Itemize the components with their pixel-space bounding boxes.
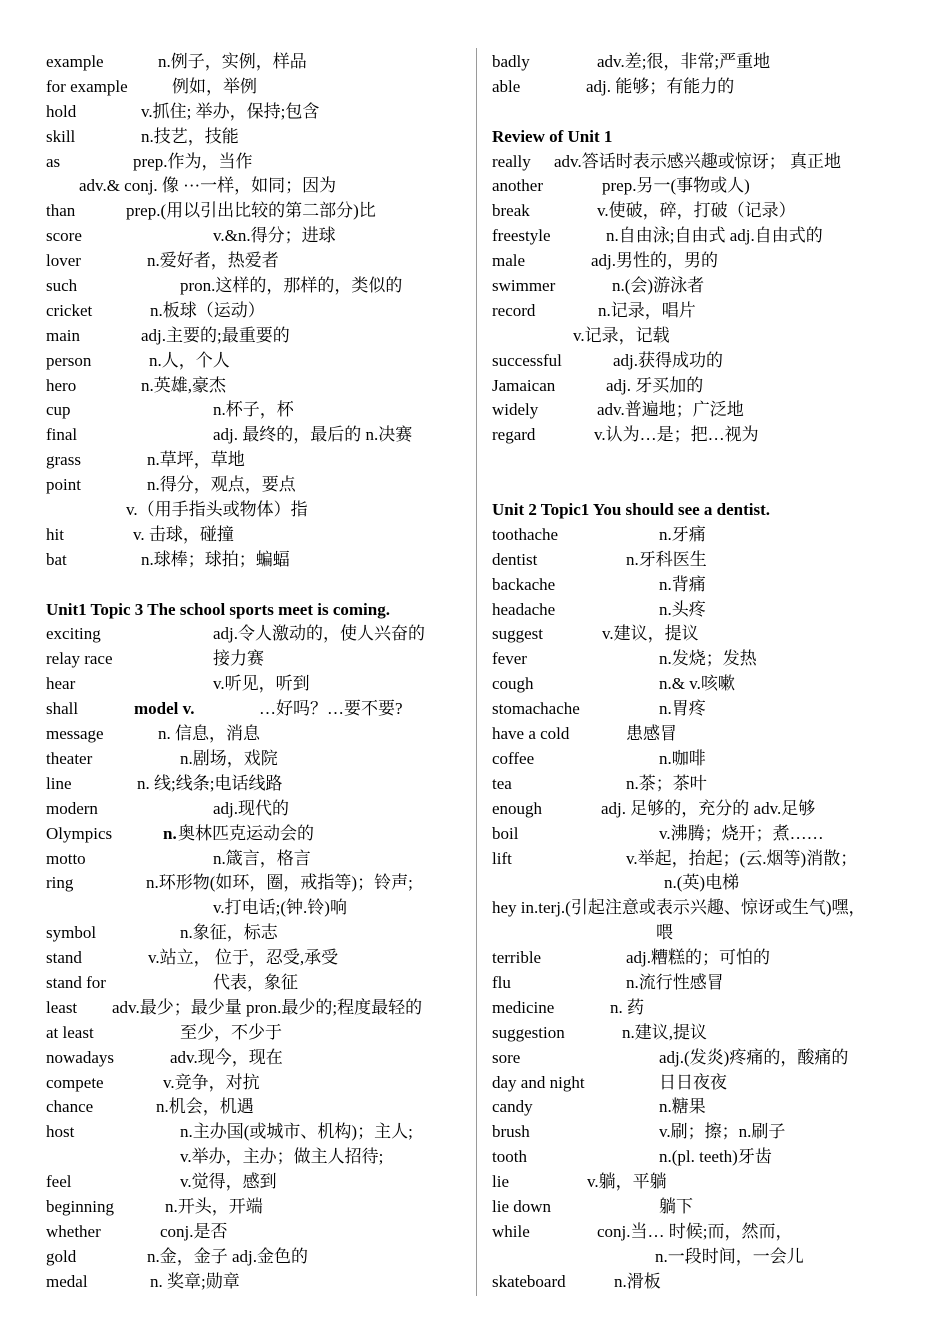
vocab-word: male: [492, 251, 526, 271]
vocab-entry: [492, 199, 932, 224]
vocab-entry: [46, 847, 466, 872]
vocab-entry: [492, 100, 932, 125]
vocab-word: hold: [46, 101, 77, 121]
vocab-entry: [46, 1071, 466, 1096]
vocab-word: stand: [46, 948, 82, 968]
vocab-definition: n. 奖章;勋章: [150, 1271, 240, 1291]
vocab-definition: n.头疼: [659, 599, 706, 619]
vocab-entry: [492, 299, 932, 324]
vocab-definition: n.草坪，草地: [147, 450, 245, 470]
vocab-entry: [492, 822, 932, 847]
vocab-entry: [46, 996, 466, 1021]
vocab-definition: v.刷；擦；n.刷子: [659, 1122, 786, 1142]
vocab-word: tea: [492, 773, 512, 793]
vocab-word: sore: [492, 1047, 521, 1067]
vocab-definition: n. 药: [610, 997, 644, 1017]
vocab-word: skateboard: [492, 1271, 566, 1291]
vocab-definition: 患感冒: [626, 724, 677, 744]
vocab-word: coffee: [492, 748, 535, 768]
vocab-entry: [492, 448, 932, 473]
vocab-definition: …好吗？…要不要?: [259, 699, 403, 719]
vocab-entry: [492, 921, 932, 946]
vocab-word: Olympics: [46, 823, 113, 843]
vocab-definition: v.举办，主办；做主人招待;: [180, 1147, 384, 1167]
vocab-word: able: [492, 76, 521, 96]
vocab-definition: n.糖果: [659, 1097, 706, 1117]
vocab-word: cough: [492, 674, 534, 694]
vocab-word: hey in.terj.(引起注意或表示兴趣、惊讶或生气)嘿，: [492, 898, 866, 918]
vocab-entry: [492, 672, 932, 697]
vocab-definition: adj.获得成功的: [613, 350, 724, 370]
vocab-definition: adj.现代的: [213, 798, 290, 818]
vocab-word: dentist: [492, 549, 538, 569]
vocab-entry: [492, 50, 932, 75]
vocab-definition: adj.令人激动的，使人兴奋的: [213, 624, 426, 644]
vocab-word: suggestion: [492, 1022, 565, 1042]
vocab-definition: n.发烧；发热: [659, 649, 757, 669]
vocab-definition: n.咖啡: [659, 748, 706, 768]
vocab-word: example: [46, 52, 104, 71]
vocab-entry: [46, 822, 466, 847]
vocab-entry: [492, 174, 932, 199]
vocab-entry: [492, 75, 932, 100]
vocab-definition: n.& v.咳嗽: [659, 674, 735, 694]
vocab-entry: [46, 896, 466, 921]
vocab-entry: [492, 523, 932, 548]
vocab-entry: [492, 224, 932, 249]
vocab-word: boil: [492, 823, 519, 843]
vocab-definition: adj. 能够；有能力的: [586, 76, 735, 96]
vocab-definition: n.球棒；球拍；蝙蝠: [141, 549, 290, 569]
vocab-entry: [46, 1170, 466, 1195]
vocab-entry: [46, 249, 466, 274]
vocab-entry: [46, 349, 466, 374]
vocab-word: grass: [46, 450, 81, 470]
vocab-entry: [46, 622, 466, 647]
vocab-entry: [492, 423, 932, 448]
vocab-definition: n.爱好者，热爱者: [147, 251, 279, 271]
vocab-entry: [492, 274, 932, 299]
vocab-entry: [46, 722, 466, 747]
vocab-word: hit: [46, 524, 64, 544]
vocab-entry: [46, 324, 466, 349]
vocab-definition: adv.差;很，非常;严重地: [597, 52, 771, 71]
vocab-entry: [46, 75, 466, 100]
vocab-word: stomachache: [492, 699, 580, 719]
vocab-definition: v.觉得，感到: [180, 1172, 277, 1192]
vocab-word: backache: [492, 574, 556, 594]
vocab-word: message: [46, 724, 104, 744]
vocab-definition: n.牙科医生: [626, 549, 707, 569]
vocab-word: lover: [46, 251, 81, 271]
vocab-word: for example: [46, 76, 128, 96]
vocab-word: at least: [46, 1022, 94, 1042]
vocab-definition: n.胃疼: [659, 699, 706, 719]
vocab-entry: [492, 797, 932, 822]
vocab-entry: [492, 747, 932, 772]
vocab-entry: [46, 573, 466, 598]
vocab-entry: [492, 1245, 932, 1270]
vocab-entry: [492, 1071, 932, 1096]
vocab-definition: prep.(用以引出比较的第二部分)比: [126, 201, 376, 221]
vocab-definition: 躺下: [659, 1196, 693, 1216]
vocab-entry: [492, 349, 932, 374]
vocab-entry: [492, 548, 932, 573]
vocab-word: successful: [492, 350, 562, 370]
vocab-entry: [492, 1120, 932, 1145]
vocab-word: toothache: [492, 524, 559, 544]
vocab-definition: adv.答话时表示感兴趣或惊讶； 真正地: [554, 151, 841, 171]
vocab-entry: [492, 622, 932, 647]
vocab-definition: conj.当… 时候;而，然而，: [597, 1221, 793, 1241]
vocab-word: theater: [46, 748, 93, 768]
vocab-definition: n.杯子，杯: [213, 400, 294, 420]
vocab-word: score: [46, 226, 82, 246]
vocab-word: record: [492, 300, 536, 320]
vocab-pos-bold: model v.: [134, 699, 195, 719]
vocab-entry: [46, 1145, 466, 1170]
vocab-definition: n.箴言，格言: [213, 848, 311, 868]
vocab-definition: adv.& conj. 像 ···一样，如同；因为: [79, 176, 337, 196]
vocab-word: stand for: [46, 972, 106, 992]
vocab-word: least: [46, 997, 78, 1017]
vocab-definition: n.茶；茶叶: [626, 773, 707, 793]
vocab-word: chance: [46, 1097, 94, 1117]
vocab-entry: [46, 498, 466, 523]
vocab-definition: 喂: [656, 923, 673, 943]
vocab-word: brush: [492, 1122, 530, 1142]
vocab-word: tooth: [492, 1147, 527, 1167]
vocab-definition: v.沸腾；烧开；煮……: [659, 823, 824, 843]
vocab-word: another: [492, 176, 543, 196]
vocab-entry: [492, 498, 932, 523]
vocab-entry: [492, 847, 932, 872]
vocab-word: enough: [492, 798, 543, 818]
vocab-definition: adv.现今，现在: [170, 1047, 283, 1067]
vocab-word: hero: [46, 375, 77, 395]
vocab-word: lie down: [492, 1196, 552, 1216]
vocab-entry: [492, 324, 932, 349]
vocab-word: really: [492, 151, 531, 171]
vocab-definition: v.记录，记载: [573, 325, 670, 345]
vocab-definition: v.站立， 位于，忍受,承受: [148, 948, 339, 968]
vocab-definition: adj. 足够的，充分的 adv.足够: [601, 798, 816, 818]
vocab-definition: n.流行性感冒: [626, 972, 724, 992]
right-column: [492, 50, 932, 1295]
vocab-word: skill: [46, 126, 76, 146]
vocab-entry: [492, 473, 932, 498]
vocab-word: cricket: [46, 300, 93, 320]
vocab-definition: n.(会)游泳者: [612, 276, 705, 296]
vocab-word: shall: [46, 699, 79, 719]
vocab-word: beginning: [46, 1196, 114, 1216]
vocab-entry: [46, 1270, 466, 1295]
vocab-word: gold: [46, 1246, 77, 1266]
vocab-word: host: [46, 1122, 75, 1142]
vocab-definition: n.建议,提议: [622, 1022, 707, 1042]
vocab-definition: n.剧场，戏院: [180, 748, 278, 768]
section-heading: Unit 2 Topic1 You should see a dentist.: [492, 500, 771, 520]
vocab-entry: [46, 647, 466, 672]
vocab-word: modern: [46, 798, 98, 818]
vocab-definition: n.机会，机遇: [156, 1097, 254, 1117]
vocab-word: than: [46, 201, 76, 221]
vocab-definition: n.(pl. teeth)牙齿: [659, 1147, 772, 1167]
vocab-definition: n.背痛: [659, 574, 706, 594]
vocab-entry: [492, 1095, 932, 1120]
vocab-entry: [46, 871, 466, 896]
vocab-word: person: [46, 350, 92, 370]
vocab-definition: n.人，个人: [149, 350, 230, 370]
vocab-definition: n.主办国(或城市、机构)；主人;: [180, 1122, 413, 1142]
vocab-entry: [46, 1046, 466, 1071]
vocab-entry: [46, 1220, 466, 1245]
vocab-definition: adj.主要的;最重要的: [141, 325, 290, 345]
vocab-definition: v. 击球，碰撞: [133, 524, 234, 544]
vocab-entry: [46, 398, 466, 423]
left-column: [46, 50, 466, 1295]
vocab-definition: n. 线;线条;电话线路: [137, 773, 283, 793]
vocab-definition: n.象征，标志: [180, 923, 278, 943]
vocab-word: break: [492, 201, 530, 221]
vocab-definition: adj. 最终的，最后的 n.决赛: [213, 425, 413, 445]
vocab-entry: [46, 772, 466, 797]
vocab-word: nowadays: [46, 1047, 114, 1067]
vocab-word: exciting: [46, 624, 101, 644]
vocab-entry: [46, 423, 466, 448]
vocab-definition: v.认为…是；把…视为: [594, 425, 759, 445]
vocab-entry: [46, 1245, 466, 1270]
vocab-entry: [46, 697, 466, 722]
vocab-definition: n.滑板: [614, 1271, 661, 1291]
vocab-definition: 代表，象征: [213, 972, 298, 992]
vocab-entry: [492, 1270, 932, 1295]
vocab-definition: prep.另一(事物或人): [602, 176, 750, 196]
vocab-definition: adv.最少；最少量 pron.最少的;程度最轻的: [112, 997, 423, 1017]
vocab-word: terrible: [492, 948, 542, 968]
vocab-entry: [492, 598, 932, 623]
vocab-entry: [492, 150, 932, 175]
vocab-definition: n.技艺，技能: [141, 126, 239, 146]
column-divider: [476, 48, 477, 1296]
vocab-definition: adj.(发炎)疼痛的，酸痛的: [659, 1047, 849, 1067]
vocab-entry: [492, 1220, 932, 1245]
vocab-word: main: [46, 325, 80, 345]
vocab-entry: [46, 299, 466, 324]
vocab-definition: 例如，举例: [172, 76, 257, 96]
vocab-entry: [46, 174, 466, 199]
vocab-entry: [46, 598, 466, 623]
vocab-pos-bold: n.: [163, 823, 177, 843]
vocab-entry: [492, 971, 932, 996]
vocab-word: candy: [492, 1097, 533, 1117]
vocab-definition: 至少，不少于: [180, 1022, 282, 1042]
vocab-entry: [492, 772, 932, 797]
vocab-entry: [46, 374, 466, 399]
vocab-entry: [492, 1170, 932, 1195]
vocab-definition: n. 信息，消息: [158, 724, 260, 744]
vocab-entry: [492, 398, 932, 423]
vocab-word: symbol: [46, 923, 97, 943]
vocab-definition: n.例子，实例，样品: [158, 52, 307, 71]
vocab-definition: adj.糟糕的；可怕的: [626, 948, 771, 968]
vocab-word: badly: [492, 52, 530, 71]
vocab-definition: 接力赛: [213, 649, 264, 669]
vocab-entry: [46, 921, 466, 946]
vocab-word: line: [46, 773, 72, 793]
vocab-definition: 日日夜夜: [659, 1072, 727, 1092]
vocab-definition: v.抓住; 举办，保持;包含: [141, 101, 320, 121]
vocab-entry: [492, 647, 932, 672]
vocab-definition: v.听见，听到: [213, 674, 310, 694]
vocab-word: while: [492, 1221, 530, 1241]
vocab-entry: [492, 374, 932, 399]
vocab-definition: adj. 牙买加的: [606, 375, 704, 395]
vocab-word: medal: [46, 1271, 88, 1291]
vocab-entry: [46, 747, 466, 772]
vocab-definition: v.&n.得分；进球: [213, 226, 336, 246]
vocab-definition: n.英雄,豪杰: [141, 375, 226, 395]
vocab-word: headache: [492, 599, 556, 619]
vocab-entry: [492, 896, 932, 921]
vocab-word: hear: [46, 674, 76, 694]
vocab-word: whether: [46, 1221, 101, 1241]
vocab-word: Jamaican: [492, 375, 556, 395]
vocab-word: have a cold: [492, 724, 570, 744]
vocab-entry: [46, 946, 466, 971]
vocab-word: widely: [492, 400, 539, 420]
vocab-word: medicine: [492, 997, 555, 1017]
vocab-definition: n.得分，观点，要点: [147, 475, 296, 495]
vocab-entry: [46, 274, 466, 299]
vocab-word: regard: [492, 425, 536, 445]
vocab-entry: [46, 150, 466, 175]
vocab-entry: [46, 473, 466, 498]
vocab-definition: n.金，金子 adj.金色的: [147, 1246, 309, 1266]
vocab-entry: [46, 1095, 466, 1120]
vocab-definition: v.躺，平躺: [587, 1172, 667, 1192]
vocab-word: bat: [46, 549, 67, 569]
vocab-word: such: [46, 276, 78, 296]
vocab-entry: [492, 1145, 932, 1170]
vocab-definition: prep.作为，当作: [133, 151, 253, 171]
vocab-definition: v.使破，碎，打破（记录）: [597, 201, 796, 221]
vocab-word: suggest: [492, 624, 543, 644]
vocab-entry: [492, 1046, 932, 1071]
vocab-entry: [492, 249, 932, 274]
vocab-definition: n.环形物(如环，圈，戒指等)；铃声;: [146, 873, 413, 893]
vocab-word: final: [46, 425, 78, 445]
vocab-definition: v.建议，提议: [602, 624, 699, 644]
vocab-entry: [492, 1195, 932, 1220]
vocab-word: lie: [492, 1172, 509, 1192]
vocab-definition: adv.普遍地；广泛地: [597, 400, 744, 420]
vocab-definition: 奥林匹克运动会的: [178, 823, 314, 843]
vocab-definition: v.竞争，对抗: [163, 1072, 260, 1092]
vocab-word: feel: [46, 1172, 72, 1192]
vocab-definition: v.打电话;(钟.铃)响: [213, 898, 347, 918]
vocab-entry: [492, 722, 932, 747]
vocab-word: day and night: [492, 1072, 585, 1092]
vocab-entry: [46, 1120, 466, 1145]
vocab-definition: n.板球（运动）: [150, 300, 265, 320]
vocab-word: relay race: [46, 649, 113, 669]
vocab-entry: [46, 971, 466, 996]
vocab-entry: [492, 996, 932, 1021]
vocab-definition: v.举起，抬起；(云.烟等)消散；: [626, 848, 858, 868]
vocab-entry: [46, 50, 466, 75]
vocab-entry: [492, 871, 932, 896]
vocab-definition: n.一段时间，一会儿: [655, 1246, 804, 1266]
vocab-word: fever: [492, 649, 527, 669]
vocab-entry: [46, 199, 466, 224]
vocab-entry: [46, 1195, 466, 1220]
vocab-word: flu: [492, 972, 511, 992]
vocab-definition: n.记录，唱片: [598, 300, 696, 320]
vocab-entry: [492, 697, 932, 722]
section-heading: Unit1 Topic 3 The school sports meet is coming.: [46, 599, 390, 619]
vocab-definition: adj.男性的，男的: [591, 251, 719, 271]
vocab-definition: n.牙痛: [659, 524, 706, 544]
vocab-entry: [46, 100, 466, 125]
vocab-entry: [46, 672, 466, 697]
section-heading: Review of Unit 1: [492, 126, 613, 146]
vocab-entry: [46, 448, 466, 473]
vocab-entry: [46, 523, 466, 548]
vocab-word: cup: [46, 400, 71, 420]
vocab-word: freestyle: [492, 226, 551, 246]
vocab-word: as: [46, 151, 61, 171]
vocab-definition: v.（用手指头或物体）指: [126, 500, 308, 520]
vocab-word: swimmer: [492, 276, 556, 296]
vocab-definition: n.(英)电梯: [664, 873, 740, 893]
vocab-word: lift: [492, 848, 512, 868]
vocab-definition: pron.这样的，那样的，类似的: [180, 276, 403, 296]
vocab-entry: [492, 1021, 932, 1046]
vocab-entry: [492, 125, 932, 150]
vocab-word: compete: [46, 1072, 104, 1092]
vocab-definition: conj.是否: [160, 1221, 228, 1241]
vocab-definition: n.自由泳;自由式 adj.自由式的: [606, 226, 823, 246]
vocab-word: point: [46, 475, 81, 495]
vocab-entry: [46, 1021, 466, 1046]
vocab-word: motto: [46, 848, 86, 868]
vocab-entry: [492, 946, 932, 971]
vocab-entry: [492, 573, 932, 598]
vocab-word: ring: [46, 873, 74, 893]
vocab-entry: [46, 125, 466, 150]
vocab-entry: [46, 224, 466, 249]
vocab-entry: [46, 797, 466, 822]
vocab-definition: n.开头，开端: [165, 1196, 263, 1216]
vocab-entry: [46, 548, 466, 573]
